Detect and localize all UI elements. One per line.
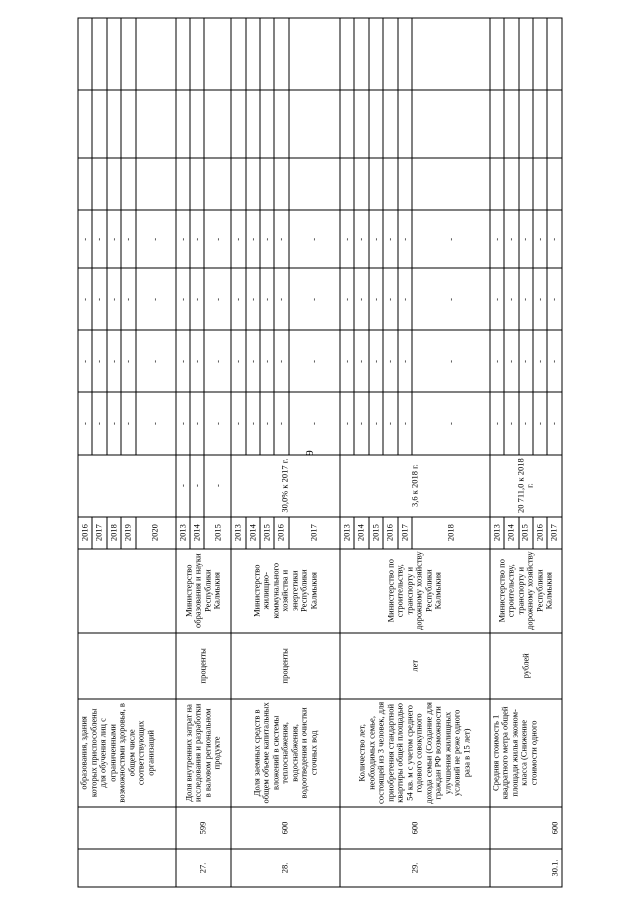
value-cell: [289, 158, 340, 210]
value-cell: -: [136, 268, 176, 330]
ministry-cell: Министерство образования и науки Республики Калмыкия: [176, 549, 231, 633]
value-cell: -: [92, 393, 106, 455]
value-cell: -: [121, 210, 135, 268]
value-cell: [204, 18, 231, 90]
value-cell: -: [412, 268, 490, 330]
value-cell: -: [92, 210, 106, 268]
year-cell: 2014: [246, 517, 260, 549]
value-cell: [231, 18, 245, 90]
value-cell: -: [204, 393, 231, 455]
value-cell: [533, 158, 547, 210]
value-cell: -: [246, 210, 260, 268]
value-cell: [92, 158, 106, 210]
value-cell: -: [412, 210, 490, 268]
target-value-cell: -: [176, 455, 190, 517]
value-cell: -: [246, 330, 260, 392]
value-cell: -: [107, 268, 121, 330]
value-cell: -: [289, 268, 340, 330]
value-cell: -: [533, 268, 547, 330]
value-cell: [78, 90, 92, 158]
year-cell: 2016: [274, 517, 288, 549]
value-cell: [136, 90, 176, 158]
value-cell: [190, 158, 204, 210]
value-cell: -: [398, 330, 412, 392]
year-cell: 2014: [504, 517, 518, 549]
value-cell: [121, 90, 135, 158]
code-cell: [78, 807, 176, 849]
value-cell: [92, 18, 106, 90]
value-cell: -: [383, 393, 397, 455]
value-cell: [354, 158, 368, 210]
value-cell: -: [274, 330, 288, 392]
value-cell: [204, 90, 231, 158]
year-cell: 2013: [490, 517, 504, 549]
value-cell: -: [340, 268, 354, 330]
value-cell: [369, 18, 383, 90]
value-cell: [383, 158, 397, 210]
year-cell: 2017: [398, 517, 412, 549]
value-cell: [246, 18, 260, 90]
value-cell: [260, 158, 274, 210]
value-cell: [383, 90, 397, 158]
table-row: [490, 18, 504, 887]
value-cell: [354, 90, 368, 158]
value-cell: -: [190, 268, 204, 330]
value-cell: -: [92, 330, 106, 392]
value-cell: -: [289, 210, 340, 268]
value-cell: [289, 90, 340, 158]
value-cell: [92, 90, 106, 158]
value-cell: -: [78, 330, 92, 392]
value-cell: -: [383, 330, 397, 392]
value-cell: -: [340, 393, 354, 455]
target-value-cell: 3,6 к 2018 г.: [340, 455, 490, 517]
value-cell: [136, 158, 176, 210]
value-cell: [490, 90, 504, 158]
value-cell: -: [547, 393, 562, 455]
year-cell: 2018: [412, 517, 490, 549]
value-cell: [412, 158, 490, 210]
value-cell: -: [533, 330, 547, 392]
value-cell: [490, 18, 504, 90]
value-cell: -: [398, 393, 412, 455]
code-cell: 600: [231, 807, 340, 849]
value-cell: -: [260, 330, 274, 392]
value-cell: -: [246, 268, 260, 330]
value-cell: -: [107, 330, 121, 392]
value-cell: [547, 18, 562, 90]
year-cell: 2018: [107, 517, 121, 549]
value-cell: [354, 18, 368, 90]
value-cell: [533, 18, 547, 90]
value-cell: [504, 90, 518, 158]
target-value-cell: -: [190, 455, 204, 517]
year-cell: 2020: [136, 517, 176, 549]
year-cell: 2015: [260, 517, 274, 549]
value-cell: [274, 158, 288, 210]
value-cell: -: [354, 393, 368, 455]
value-cell: [204, 158, 231, 210]
value-cell: [274, 90, 288, 158]
code-cell: 600: [490, 807, 562, 849]
value-cell: -: [412, 330, 490, 392]
value-cell: -: [231, 330, 245, 392]
value-cell: [519, 90, 533, 158]
value-cell: [231, 90, 245, 158]
value-cell: [176, 90, 190, 158]
value-cell: -: [260, 210, 274, 268]
value-cell: -: [289, 393, 340, 455]
code-cell: 600: [340, 807, 490, 849]
value-cell: [340, 18, 354, 90]
value-cell: -: [107, 210, 121, 268]
value-cell: -: [92, 268, 106, 330]
unit-cell: проценты: [176, 633, 231, 699]
indicator-cell: Количество лет, необходимых семье, состоящей из 3 человек, для приобретения стандартной квартиры общей площадью 54 кв. м с учетом среднего годового совокупного дохода семьи (Создание для граждан РФ возможности улучшения жилищных условий не реже одного раза в 15 лет): [340, 699, 490, 807]
year-cell: 2016: [383, 517, 397, 549]
target-value-cell: 30,0% к 2017 г.: [231, 455, 340, 517]
value-cell: -: [246, 393, 260, 455]
value-cell: -: [136, 210, 176, 268]
code-cell: 599: [176, 807, 231, 849]
ministry-cell: Министерство по строительству, транспорту и дорожному хозяйству Республики Калмыкия: [490, 549, 562, 633]
value-cell: [107, 18, 121, 90]
row-number-cell: 28.: [231, 849, 340, 887]
value-cell: -: [231, 268, 245, 330]
value-cell: -: [369, 210, 383, 268]
value-cell: -: [121, 393, 135, 455]
table-row: [231, 18, 245, 887]
value-cell: -: [412, 393, 490, 455]
unit-cell: лет: [340, 633, 490, 699]
value-cell: [340, 158, 354, 210]
value-cell: [398, 158, 412, 210]
value-cell: [231, 158, 245, 210]
year-cell: 2014: [190, 517, 204, 549]
value-cell: -: [519, 268, 533, 330]
value-cell: -: [260, 268, 274, 330]
value-cell: -: [190, 393, 204, 455]
value-cell: -: [504, 330, 518, 392]
year-cell: 2013: [340, 517, 354, 549]
value-cell: -: [383, 210, 397, 268]
value-cell: -: [354, 330, 368, 392]
value-cell: [369, 158, 383, 210]
value-cell: [107, 158, 121, 210]
value-cell: -: [78, 393, 92, 455]
indicator-cell: Средняя стоимость 1 квадратного метра общей площади жилья эконом-класса (Снижение стоимости одного: [490, 699, 562, 807]
value-cell: -: [274, 393, 288, 455]
value-cell: [289, 18, 340, 90]
value-cell: [398, 18, 412, 90]
value-cell: -: [354, 268, 368, 330]
year-cell: 2017: [92, 517, 106, 549]
value-cell: [398, 90, 412, 158]
value-cell: -: [504, 268, 518, 330]
year-cell: 2016: [78, 517, 92, 549]
value-cell: -: [176, 210, 190, 268]
target-value-cell: [78, 455, 176, 517]
value-cell: -: [340, 330, 354, 392]
value-cell: -: [519, 210, 533, 268]
value-cell: -: [533, 393, 547, 455]
value-cell: -: [340, 210, 354, 268]
value-cell: -: [274, 268, 288, 330]
row-number-cell: [78, 849, 176, 887]
value-cell: -: [204, 268, 231, 330]
value-cell: -: [547, 330, 562, 392]
value-cell: -: [398, 268, 412, 330]
year-cell: 2016: [533, 517, 547, 549]
ministry-cell: Министерство по строительству, транспорту и дорожному хозяйству Республики Калмыкия: [340, 549, 490, 633]
indicator-cell: образования, здания которых приспособлены для обучения лиц с ограниченными возможностями здоровья, в общем числе соответствующих организаций: [78, 699, 176, 807]
row-number-cell: 29.: [340, 849, 490, 887]
value-cell: -: [519, 330, 533, 392]
value-cell: -: [504, 210, 518, 268]
value-cell: -: [369, 330, 383, 392]
value-cell: [121, 158, 135, 210]
value-cell: -: [107, 393, 121, 455]
value-cell: -: [176, 268, 190, 330]
value-cell: [412, 18, 490, 90]
value-cell: -: [289, 330, 340, 392]
table-row: [176, 18, 190, 887]
value-cell: -: [78, 210, 92, 268]
value-cell: -: [547, 268, 562, 330]
value-cell: [78, 158, 92, 210]
value-cell: -: [383, 268, 397, 330]
value-cell: [246, 90, 260, 158]
value-cell: -: [519, 393, 533, 455]
value-cell: [519, 158, 533, 210]
value-cell: [340, 90, 354, 158]
value-cell: -: [490, 330, 504, 392]
year-cell: 2014: [354, 517, 368, 549]
year-cell: 2019: [121, 517, 135, 549]
value-cell: -: [533, 210, 547, 268]
value-cell: -: [490, 393, 504, 455]
value-cell: [504, 158, 518, 210]
value-cell: [190, 18, 204, 90]
value-cell: [107, 90, 121, 158]
row-number-cell: 30.1.: [490, 849, 562, 887]
value-cell: -: [274, 210, 288, 268]
target-value-cell: -: [204, 455, 231, 517]
page-number: 9: [304, 450, 316, 456]
year-cell: 2015: [519, 517, 533, 549]
value-cell: -: [369, 268, 383, 330]
ministry-cell: [78, 549, 176, 633]
value-cell: -: [260, 393, 274, 455]
value-cell: -: [398, 210, 412, 268]
table-row: [340, 18, 354, 887]
value-cell: -: [204, 210, 231, 268]
value-cell: [176, 18, 190, 90]
value-cell: -: [121, 330, 135, 392]
year-cell: 2017: [289, 517, 340, 549]
value-cell: -: [190, 330, 204, 392]
value-cell: -: [121, 268, 135, 330]
value-cell: -: [176, 330, 190, 392]
unit-cell: [78, 633, 176, 699]
value-cell: -: [231, 393, 245, 455]
value-cell: [412, 90, 490, 158]
value-cell: [78, 18, 92, 90]
indicator-cell: Доля заемных средств в общем объеме капитальных вложений в системы теплоснабжения, водоснабжения, водоотведения и очистки сточных вод: [231, 699, 340, 807]
target-value-cell: 20 711,0 к 2018 г.: [490, 455, 562, 517]
value-cell: [260, 90, 274, 158]
value-cell: -: [190, 210, 204, 268]
value-cell: [274, 18, 288, 90]
year-cell: 2015: [204, 517, 231, 549]
value-cell: [533, 90, 547, 158]
row-number-cell: 27.: [176, 849, 231, 887]
value-cell: [190, 90, 204, 158]
value-cell: -: [136, 330, 176, 392]
year-cell: 2015: [369, 517, 383, 549]
indicator-table: [78, 18, 563, 888]
value-cell: [121, 18, 135, 90]
value-cell: -: [490, 268, 504, 330]
value-cell: -: [136, 393, 176, 455]
value-cell: -: [231, 210, 245, 268]
year-cell: 2017: [547, 517, 562, 549]
value-cell: [504, 18, 518, 90]
value-cell: [490, 158, 504, 210]
value-cell: -: [78, 268, 92, 330]
indicator-cell: Доля внутренних затрат на исследования и разработки в валовом региональном продукте: [176, 699, 231, 807]
value-cell: [136, 18, 176, 90]
value-cell: -: [369, 393, 383, 455]
value-cell: -: [176, 393, 190, 455]
value-cell: [246, 158, 260, 210]
value-cell: [547, 158, 562, 210]
value-cell: [369, 90, 383, 158]
value-cell: -: [547, 210, 562, 268]
table-row: [78, 18, 92, 887]
year-cell: 2013: [231, 517, 245, 549]
value-cell: -: [204, 330, 231, 392]
value-cell: [176, 158, 190, 210]
value-cell: [547, 90, 562, 158]
unit-cell: рублей: [490, 633, 562, 699]
value-cell: [383, 18, 397, 90]
value-cell: -: [490, 210, 504, 268]
ministry-cell: Министерство жилищно-коммунального хозяйства и энергетики Республики Калмыкия: [231, 549, 340, 633]
unit-cell: проценты: [231, 633, 340, 699]
year-cell: 2013: [176, 517, 190, 549]
value-cell: [519, 18, 533, 90]
value-cell: -: [354, 210, 368, 268]
value-cell: -: [504, 393, 518, 455]
value-cell: [260, 18, 274, 90]
